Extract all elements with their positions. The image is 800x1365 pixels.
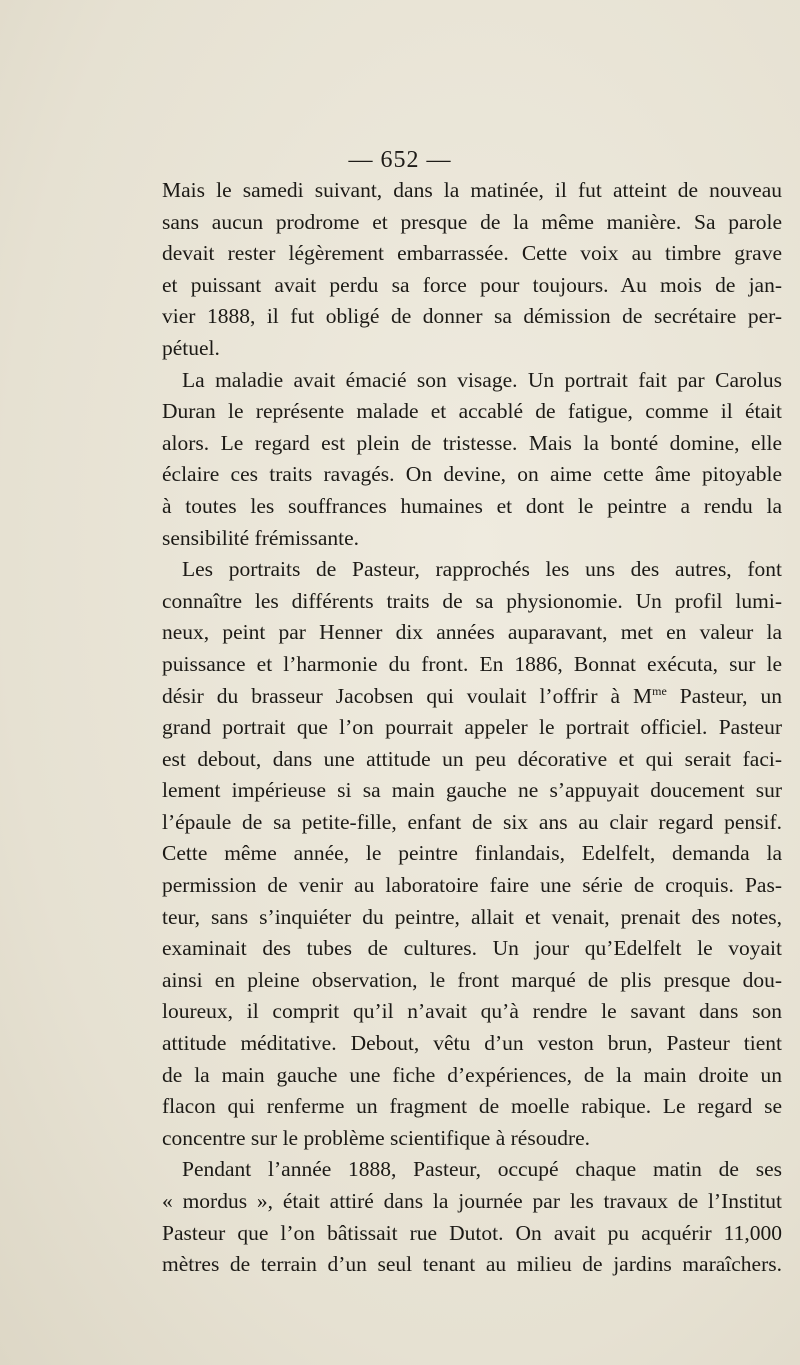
text-line: teur, sans s’inquiéter du peintre, allait et venait, prenait des notes, — [162, 904, 782, 929]
text-line: sensibilité frémissante. — [162, 525, 360, 550]
page-number: — 652 — — [348, 147, 452, 173]
text-line: La maladie avait émacié son visage. Un portrait fait par Carolus — [182, 367, 782, 392]
text-line: sans aucun prodrome et presque de la même manière. Sa parole — [162, 209, 782, 234]
text-line: pétuel. — [162, 335, 220, 360]
text-line: Pendant l’année 1888, Pasteur, occupé chaque matin de ses — [182, 1157, 782, 1182]
text-line: devait rester légèrement embarrassée. Cette voix au timbre grave — [162, 241, 782, 266]
text-line-with-superscript — [162, 681, 782, 713]
text-line: et puissant avait perdu sa force pour toujours. Au mois de jan- — [162, 272, 782, 297]
text-line: l’épaule de sa petite-fille, enfant de six ans au clair regard pensif. — [162, 809, 782, 834]
text-line: Les portraits de Pasteur, rapprochés les uns des autres, font — [182, 557, 782, 582]
text-line: Mais le samedi suivant, dans la matinée, il fut atteint de nouveau — [162, 178, 782, 202]
text-line: éclaire ces traits ravagés. On devine, on aime cette âme pitoyable — [162, 462, 782, 487]
line-head: désir du brasseur Jacobsen qui voulait l’offrir à M — [162, 683, 653, 708]
text-line: Pasteur que l’on bâtissait rue Dutot. On avait pu acquérir 11,000 — [162, 1220, 782, 1245]
text-line: examinait des tubes de cultures. Un jour qu’Edelfelt le voyait — [162, 936, 782, 961]
text-line: puissance et l’harmonie du front. En 1886, Bonnat exécuta, sur le — [162, 651, 782, 676]
text-line: de la main gauche une fiche d’expériences, de la main droite un — [162, 1062, 782, 1087]
text-line: « mordus », était attiré dans la journée par les travaux de l’Institut — [162, 1189, 782, 1213]
text-line: vier 1888, il fut obligé de donner sa démission de secrétaire per- — [162, 304, 782, 329]
text-line: attitude méditative. Debout, vêtu d’un veston brun, Pasteur tient — [162, 1031, 782, 1056]
text-line: est debout, dans une attitude un peu décorative et qui serait faci- — [162, 746, 782, 771]
superscript: me — [652, 683, 667, 698]
line-tail: Pasteur, un — [666, 683, 782, 708]
text-line: connaître les différents traits de sa physionomie. Un profil lumi- — [162, 588, 782, 613]
text-line: flacon qui renferme un fragment de moelle rabique. Le regard se — [162, 1094, 782, 1119]
text-line: loureux, il comprit qu’il n’avait qu’à rendre le savant dans son — [162, 999, 782, 1024]
text-line: concentre sur le problème scientifique à résoudre. — [162, 1125, 591, 1150]
text-line: grand portrait que l’on pourrait appeler le portrait officiel. Pasteur — [162, 715, 782, 740]
text-line: lement impérieuse si sa main gauche ne s’appuyait doucement sur — [162, 778, 782, 803]
text-line: mètres de terrain d’un seul tenant au milieu de jardins maraîchers. — [162, 1252, 782, 1277]
text-line: neux, peint par Henner dix années auparavant, met en valeur la — [162, 620, 782, 645]
text-line: alors. Le regard est plein de tristesse. Mais la bonté domine, elle — [162, 430, 782, 455]
body-text — [162, 175, 782, 1281]
text-line: Duran le représente malade et accablé de fatigue, comme il était — [162, 399, 782, 424]
text-line: ainsi en pleine observation, le front marqué de plis presque dou- — [162, 967, 782, 992]
text-line: Cette même année, le peintre finlandais, Edelfelt, demanda la — [162, 841, 782, 866]
text-line: permission de venir au laboratoire faire une série de croquis. Pas- — [162, 873, 782, 898]
text-line: à toutes les souffrances humaines et dont le peintre a rendu la — [162, 493, 782, 518]
